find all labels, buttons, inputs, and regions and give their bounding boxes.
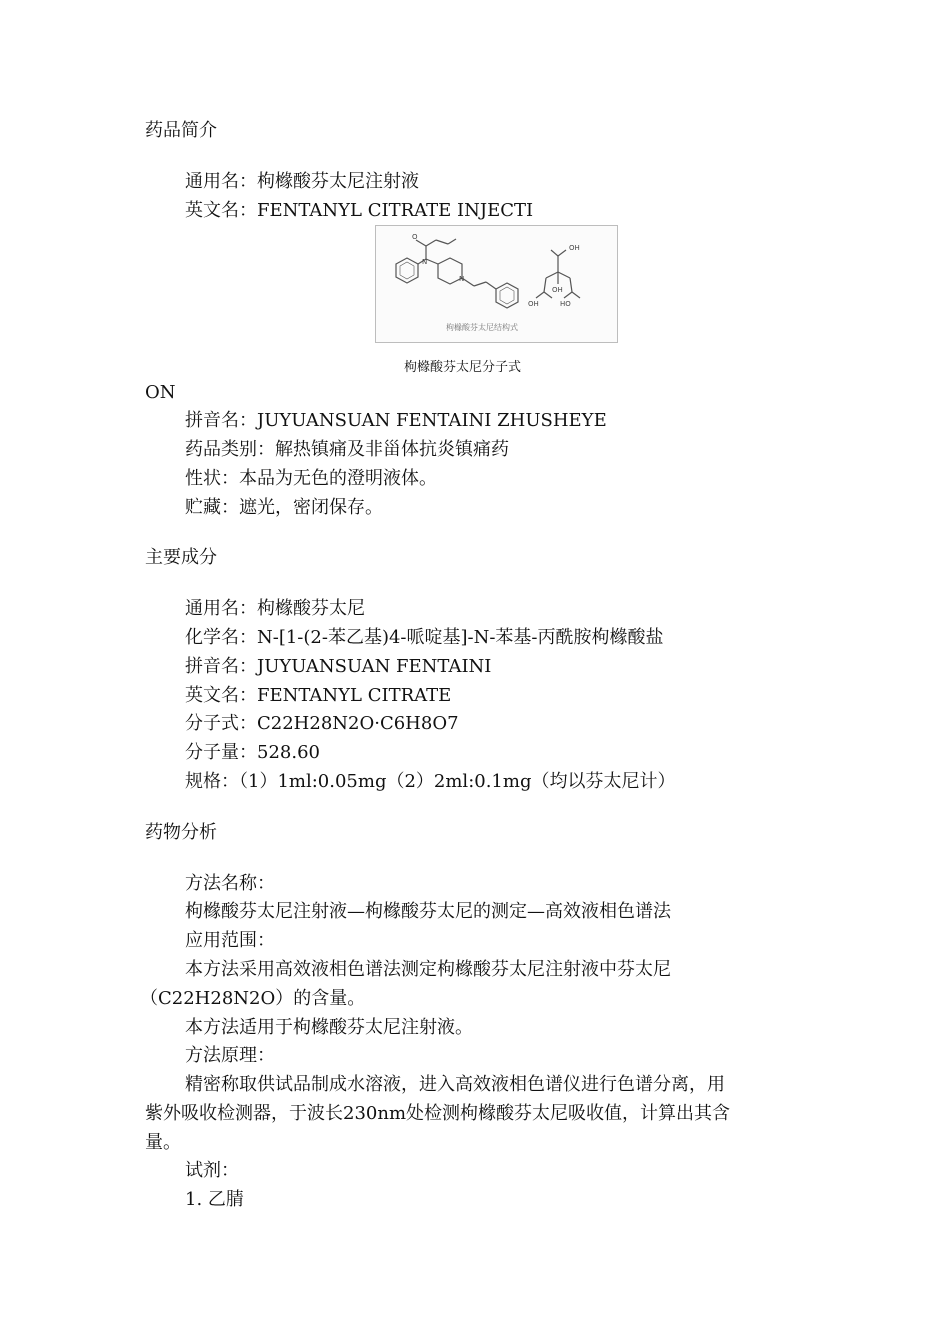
- analysis-scope-applies: 本方法适用于枸橼酸芬太尼注射液。: [185, 1017, 473, 1038]
- comp-pinyin-name: 拼音名：JUYUANSUAN FENTAINI: [185, 656, 492, 677]
- analysis-principle-label: 方法原理：: [185, 1045, 275, 1066]
- atom-oh-top: OH: [569, 244, 580, 252]
- intro-storage: 贮藏：遮光，密闭保存。: [185, 497, 383, 518]
- intro-generic-name: 通用名：枸橼酸芬太尼注射液: [185, 171, 419, 192]
- analysis-principle-line3: 量。: [145, 1132, 181, 1153]
- intro-english-name-cont: ON: [145, 382, 176, 403]
- intro-category: 药品类别：解热镇痛及非甾体抗炎镇痛药: [185, 439, 509, 460]
- intro-english-name: 英文名：FENTANYL CITRATE INJECTI: [185, 200, 534, 221]
- analysis-scope-line1: 本方法采用高效液相色谱法测定枸橼酸芬太尼注射液中芬太尼: [185, 959, 671, 980]
- comp-formula: 分子式：C22H28N2O·C6H8O7: [185, 713, 459, 734]
- atom-o: O: [412, 233, 418, 241]
- intro-properties: 性状：本品为无色的澄明液体。: [185, 468, 437, 489]
- atom-n: N: [422, 258, 428, 266]
- analysis-method-name: 枸橼酸芬太尼注射液—枸橼酸芬太尼的测定—高效液相色谱法: [185, 901, 671, 922]
- fentanyl-citrate-structure: [376, 226, 617, 342]
- analysis-scope-line2: （C22H28N2O）的含量。: [140, 988, 366, 1009]
- comp-chemical-name: 化学名：N-[1-(2-苯乙基)4-哌啶基]-N-苯基-丙酰胺枸橼酸盐: [185, 627, 664, 648]
- section-heading-intro: 药品简介: [145, 120, 217, 141]
- atom-oh-mid: OH: [552, 286, 563, 294]
- analysis-principle-line2: 紫外吸收检测器，于波长230nm处检测枸橼酸芬太尼吸收值，计算出其含: [145, 1103, 731, 1124]
- analysis-scope-label: 应用范围：: [185, 930, 275, 951]
- atom-n-pip: N: [459, 275, 465, 283]
- section-heading-analysis: 药物分析: [145, 822, 217, 843]
- intro-pinyin-name: 拼音名：JUYUANSUAN FENTAINI ZHUSHEYE: [185, 410, 607, 431]
- atom-ho: HO: [560, 300, 571, 308]
- section-heading-components: 主要成分: [145, 547, 217, 568]
- analysis-reagent-1: 1. 乙腈: [185, 1189, 244, 1210]
- analysis-reagents-label: 试剂：: [185, 1160, 239, 1181]
- atom-oh-left: OH: [528, 300, 539, 308]
- analysis-method-name-label: 方法名称：: [185, 873, 275, 894]
- comp-generic-name: 通用名：枸橼酸芬太尼: [185, 598, 365, 619]
- comp-molecular-weight: 分子量：528.60: [185, 742, 320, 763]
- comp-english-name: 英文名：FENTANYL CITRATE: [185, 685, 452, 706]
- structure-figure: [375, 225, 618, 343]
- figure-caption: 枸橼酸芬太尼分子式: [404, 360, 522, 375]
- figure-inner-label: 枸橼酸芬太尼结构式: [446, 323, 518, 332]
- comp-specification: 规格：（1）1ml:0.05mg（2）2ml:0.1mg（均以芬太尼计）: [185, 771, 676, 792]
- analysis-principle-line1: 精密称取供试品制成水溶液，进入高效液相色谱仪进行色谱分离，用: [185, 1074, 725, 1095]
